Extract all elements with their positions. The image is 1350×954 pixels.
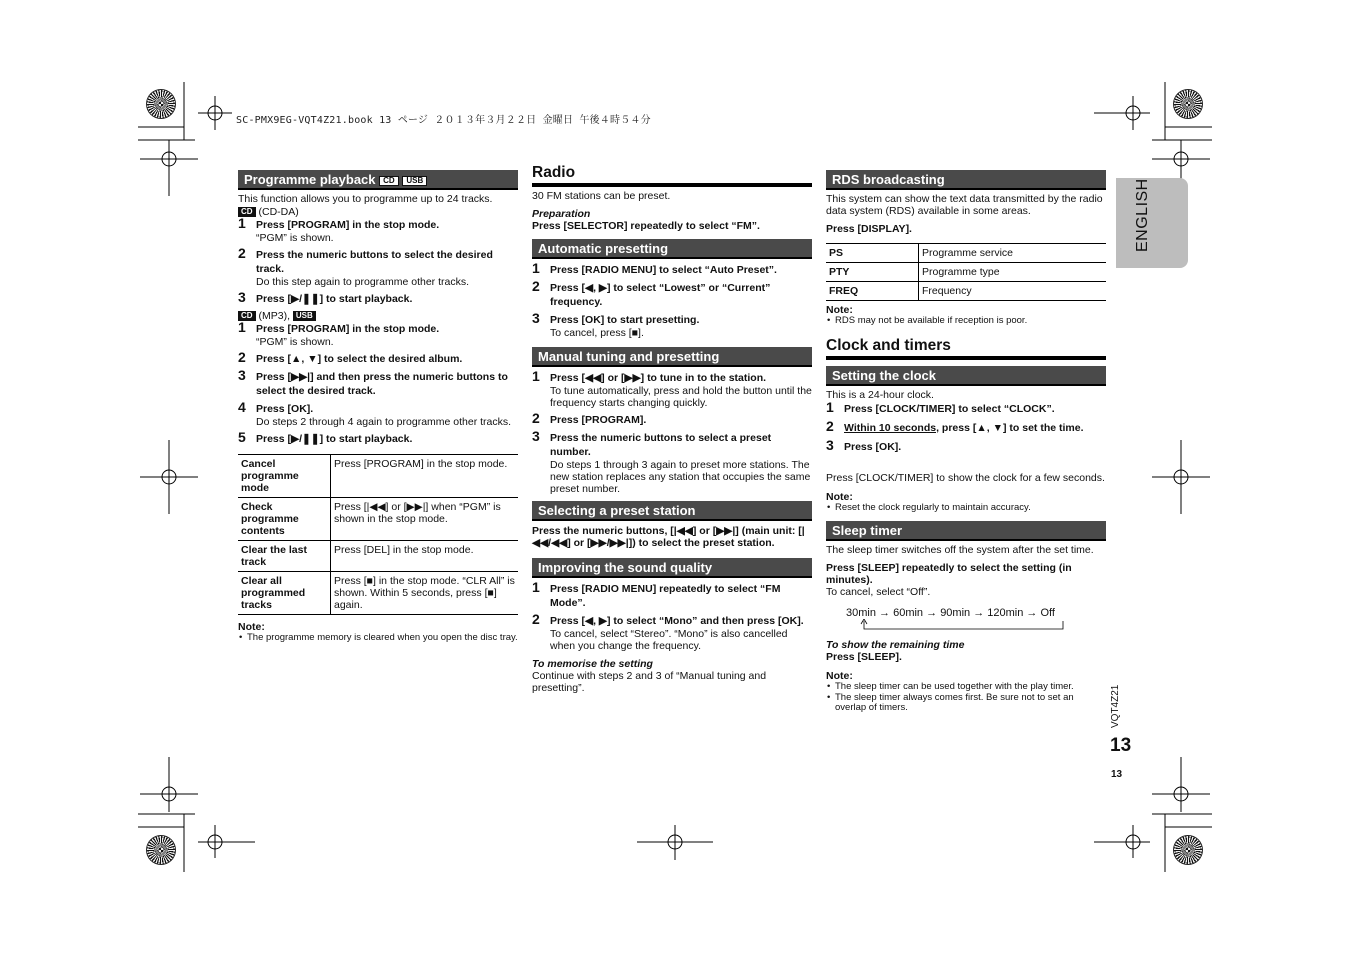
sleep-cycle-diagram: 30min → 60min → 90min → 120min → Off	[846, 607, 1106, 637]
preparation-label: Preparation	[532, 208, 591, 220]
step-instruction: Press the numeric buttons to select a preset number.	[550, 432, 772, 458]
step-number: 1	[532, 368, 540, 384]
rds-note-label: Note:	[826, 304, 853, 316]
table-value: Frequency	[919, 282, 1107, 301]
programme-options-table	[238, 454, 518, 615]
step-detail: To tune automatically, press and hold the button until the frequency starts changing quickly.	[550, 385, 812, 409]
section-header-rds: RDS broadcasting	[826, 170, 1106, 190]
sleep-cancel: To cancel, select “Off”.	[826, 586, 931, 598]
sleep-note-2: • The sleep timer always comes first. Be sure not to set an overlap of timers.	[826, 693, 1106, 714]
cycle-60: 60min	[893, 607, 924, 619]
table-row	[238, 572, 518, 615]
step-instruction: Press [▶▶|] and then press the numeric buttons to select the desired track.	[256, 371, 508, 397]
section-header-sound-quality: Improving the sound quality	[532, 558, 812, 578]
table-value: Programme service	[919, 244, 1107, 263]
rds-press-display: Press [DISPLAY].	[826, 223, 912, 235]
table-row	[826, 263, 1106, 282]
table-row	[238, 498, 518, 541]
step-3	[238, 367, 518, 398]
remaining-time-text: Press [SLEEP].	[826, 651, 902, 663]
section-header-selecting-preset: Selecting a preset station	[532, 501, 812, 521]
step-number: 3	[238, 289, 246, 305]
step-number: 3	[532, 310, 540, 326]
section-header-automatic-presetting: Automatic presetting	[532, 239, 812, 259]
step-instruction: Press [▲, ▼] to select the desired album.	[256, 353, 463, 365]
preparation-text: Press [SELECTOR] repeatedly to select “FM”.	[532, 220, 760, 232]
step-instruction: Press [OK].	[256, 403, 314, 415]
rds-table	[826, 243, 1106, 301]
step-2	[532, 611, 812, 652]
step-number: 5	[238, 429, 246, 445]
table-key: Cancel programme mode	[238, 455, 331, 498]
step-2	[238, 349, 518, 366]
usb-tag: USB	[293, 311, 316, 321]
section-header-programme-playback	[238, 170, 518, 190]
step-3	[532, 310, 812, 339]
steps-sound-quality	[532, 579, 812, 652]
step-number: 1	[238, 215, 246, 231]
steps-cdda	[238, 215, 518, 306]
step-detail: Do steps 2 through 4 again to programme other tracks.	[256, 416, 512, 428]
table-row	[238, 455, 518, 498]
cd-tag: CD	[379, 176, 399, 186]
step-number: 2	[532, 611, 540, 627]
step-number: 1	[238, 319, 246, 335]
step-detail: “PGM” is shown.	[256, 336, 334, 348]
cycle-30: 30min	[846, 607, 876, 619]
step-instruction: Press [OK] to start presetting.	[550, 314, 700, 326]
step-1	[532, 368, 812, 409]
step-detail: To cancel, press [■].	[550, 327, 644, 339]
language-tab	[1116, 178, 1188, 268]
step-4	[238, 399, 518, 428]
file-header: SC-PMX9EG-VQT4Z21.book 13 ページ ２０１３年３月２２日 金曜日 午後４時５４分	[236, 115, 651, 126]
table-key: Check programme contents	[238, 498, 331, 541]
memorise-label: To memorise the setting	[532, 658, 653, 670]
step-instruction: Press [PROGRAM] in the stop mode.	[256, 323, 440, 335]
step-3	[238, 289, 518, 306]
heading-clock-and-timers: Clock and timers	[826, 337, 1106, 360]
step-2	[532, 410, 812, 427]
sleep-intro: The sleep timer switches off the system after the set time.	[826, 544, 1094, 556]
step-2	[532, 278, 812, 309]
step-instruction: Press [PROGRAM] in the stop mode.	[256, 219, 440, 231]
radio-intro: 30 FM stations can be preset.	[532, 190, 671, 202]
table-key: PS	[826, 244, 919, 263]
step-number: 1	[532, 579, 540, 595]
cdda-label: (CD-DA)	[258, 206, 299, 218]
cycle-off: Off	[1040, 607, 1055, 619]
table-key: Clear all programmed tracks	[238, 572, 331, 615]
table-row	[826, 244, 1106, 263]
doc-code: VQT4Z21	[1110, 684, 1121, 728]
steps-manual-tuning	[532, 368, 812, 495]
page-number-large: 13	[1110, 735, 1132, 756]
clock-after-text: Press [CLOCK/TIMER] to show the clock for a few seconds.	[826, 471, 1105, 484]
table-key: PTY	[826, 263, 919, 282]
table-value: Press [PROGRAM] in the stop mode.	[331, 455, 519, 498]
table-row	[826, 282, 1106, 301]
page-number-small: 13	[1111, 769, 1123, 780]
clock-step-1: 1 Press [CLOCK/TIMER] to select “CLOCK”.	[826, 398, 1055, 415]
step-instruction: Press the numeric buttons to select the desired track.	[256, 249, 493, 275]
clock-step-3: 3 Press [OK].	[826, 436, 902, 453]
sleep-note-1: • The sleep timer can be used together with the play timer.	[826, 682, 1106, 693]
step-1	[532, 260, 812, 277]
steps-mp3	[238, 319, 518, 446]
language-tab-label: ENGLISH	[1134, 178, 1151, 252]
step-instruction: Press [RADIO MENU] to select “Auto Preset”.	[550, 264, 777, 276]
cycle-120: 120min	[987, 607, 1024, 619]
step-number: 3	[238, 367, 246, 383]
step-instruction: Press [▶/❚❚] to start playback.	[256, 293, 413, 305]
table-row	[238, 541, 518, 572]
cycle-return-arrow	[846, 619, 1086, 633]
steps-setting-clock	[826, 398, 1106, 454]
sleep-note-label: Note:	[826, 670, 853, 682]
step-detail: To cancel, select “Stereo”. “Mono” is also cancelled when you change the frequency.	[550, 628, 788, 652]
step-instruction: Press [RADIO MENU] repeatedly to select “FM Mode”.	[550, 583, 781, 609]
heading-radio: Radio	[532, 164, 812, 187]
column-radio	[532, 164, 812, 694]
steps-automatic-presetting	[532, 260, 812, 339]
remaining-time-label: To show the remaining time	[826, 639, 965, 651]
selecting-preset-text: Press the numeric buttons, [|◀◀] or [▶▶|] (main unit: [|◀◀/◀◀] or [▶▶/▶▶|]) to select the preset station.	[532, 525, 805, 549]
step-instruction: Press [◀, ▶] to select “Lowest” or “Current” frequency.	[550, 282, 771, 308]
clock-intro: This is a 24-hour clock.	[826, 388, 934, 401]
step-1	[238, 215, 518, 244]
step-1	[532, 579, 812, 610]
section-header-manual-tuning: Manual tuning and presetting	[532, 347, 812, 367]
table-value: Press [|◀◀] or [▶▶|] when “PGM” is shown in the stop mode.	[331, 498, 519, 541]
step-detail: Do steps 1 through 3 again to preset more stations. The new station replaces any station that occupies the same preset number.	[550, 459, 811, 495]
step-5	[238, 429, 518, 446]
step-instruction: Press [PROGRAM].	[550, 414, 647, 426]
step-number: 2	[532, 410, 540, 426]
table-value: Programme type	[919, 263, 1107, 282]
cycle-90: 90min	[940, 607, 971, 619]
column-programme-playback	[238, 170, 518, 644]
cd-tag: CD	[238, 311, 256, 321]
clock-note-label: Note:	[826, 490, 853, 503]
clock-step-2: 2 Within 10 seconds, press [▲, ▼] to set the time.	[826, 417, 1084, 434]
memorise-text: Continue with steps 2 and 3 of “Manual tuning and presetting”.	[532, 670, 767, 694]
table-value: Press [■] in the stop mode. “CLR All” is shown. Within 5 seconds, press [■] again.	[331, 572, 519, 615]
usb-tag: USB	[402, 176, 427, 186]
step-number: 2	[532, 278, 540, 294]
mp3-label: (MP3),	[258, 310, 290, 322]
table-value: Press [DEL] in the stop mode.	[331, 541, 519, 572]
section-header-sleep-timer: Sleep timer	[826, 521, 1106, 541]
step-instruction: Press [◀, ▶] to select “Mono” and then press [OK].	[550, 615, 804, 627]
clock-note-text: • Reset the clock regularly to maintain accuracy.	[826, 503, 1106, 514]
step-number: 4	[238, 399, 246, 415]
step-instruction: Press [▶/❚❚] to start playback.	[256, 433, 413, 445]
rds-note-text: • RDS may not be available if reception is poor.	[826, 316, 1106, 327]
cd-tag: CD	[238, 207, 256, 217]
rds-intro: This system can show the text data transmitted by the radio data system (RDS) available in some areas.	[826, 193, 1103, 217]
step-3	[532, 428, 812, 495]
step-number: 3	[532, 428, 540, 444]
sleep-press: Press [SLEEP] repeatedly to select the setting (in minutes).	[826, 562, 1072, 586]
step-instruction: Press [◀◀] or [▶▶] to tune in to the station.	[550, 372, 767, 384]
table-key: Clear the last track	[238, 541, 331, 572]
note-text: • The programme memory is cleared when you open the disc tray.	[238, 633, 518, 644]
table-key: FREQ	[826, 282, 919, 301]
step-detail: “PGM” is shown.	[256, 232, 334, 244]
step-2	[238, 245, 518, 288]
intro-text: This function allows you to programme up to 24 tracks.	[238, 193, 493, 205]
step-detail: Do this step again to programme other tracks.	[256, 276, 470, 288]
column-rds-clock	[826, 170, 1106, 714]
section-title: Programme playback	[244, 172, 376, 187]
step-number: 2	[238, 349, 246, 365]
step-number: 2	[238, 245, 246, 261]
note-label: Note:	[238, 621, 265, 633]
section-header-setting-clock: Setting the clock	[826, 366, 1106, 386]
step-1	[238, 319, 518, 348]
step-number: 1	[532, 260, 540, 276]
